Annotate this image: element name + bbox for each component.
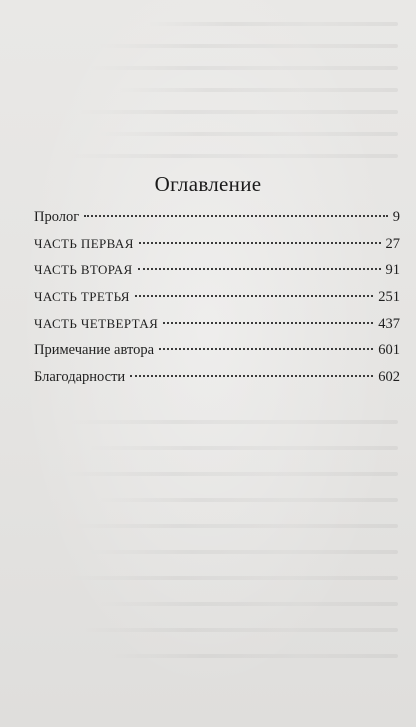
bleed-through-line <box>83 628 398 632</box>
toc-entry-page: 27 <box>385 235 400 252</box>
bleed-through-line <box>68 154 398 158</box>
toc-entry-page: 602 <box>378 369 400 386</box>
dot-leader <box>159 348 373 350</box>
bleed-through-line <box>108 654 398 658</box>
bleed-through-line <box>88 66 398 70</box>
bleed-through-line <box>118 88 398 92</box>
toc-entry-label: Благодарности <box>34 369 126 386</box>
toc-entry-page: 251 <box>378 289 400 306</box>
toc-entry-label: Пролог <box>34 209 80 225</box>
toc-entry-label: ЧАСТЬ ВТОРАЯ <box>34 262 133 278</box>
toc-entry-page: 9 <box>392 209 400 225</box>
bleed-through-line <box>73 524 398 528</box>
bleed-through-line <box>88 446 398 450</box>
dot-leader <box>163 322 373 324</box>
bleed-through-line <box>98 132 398 136</box>
toc-entry-part-four[interactable] <box>34 316 400 343</box>
dot-leader <box>130 375 373 377</box>
toc-list <box>34 209 400 396</box>
toc-entry-page: 91 <box>385 262 400 279</box>
bleed-through-line <box>68 576 398 580</box>
toc-entry-page: 601 <box>378 342 400 359</box>
bleed-through-line <box>98 602 398 606</box>
bleed-through-line <box>88 550 398 554</box>
dot-leader <box>84 215 388 217</box>
toc-entry-label: ЧАСТЬ ТРЕТЬЯ <box>34 289 130 305</box>
bleed-through-line <box>98 44 398 48</box>
toc-entry-acknowledgements[interactable] <box>34 369 400 396</box>
dot-leader <box>139 242 381 244</box>
toc-entry-author-note[interactable] <box>34 342 400 369</box>
bleed-through-line <box>78 110 398 114</box>
toc-entry-part-two[interactable] <box>34 262 400 289</box>
bleed-through-line <box>63 472 398 476</box>
dot-leader <box>138 268 381 270</box>
toc-entry-prologue[interactable] <box>34 209 400 236</box>
toc-entry-label: Примечание автора <box>34 342 155 359</box>
toc-entry-page: 437 <box>378 315 400 332</box>
toc-entry-part-one[interactable] <box>34 236 400 263</box>
toc-entry-label: ЧАСТЬ ЧЕТВЕРТАЯ <box>34 315 159 331</box>
bleed-through-line <box>68 420 398 424</box>
dot-leader <box>135 295 373 297</box>
toc-entry-label: ЧАСТЬ ПЕРВАЯ <box>34 235 134 251</box>
bleed-through-line <box>148 22 398 26</box>
toc-title: Оглавление <box>154 172 262 196</box>
toc-entry-part-three[interactable] <box>34 289 400 316</box>
bleed-through-line <box>98 498 398 502</box>
